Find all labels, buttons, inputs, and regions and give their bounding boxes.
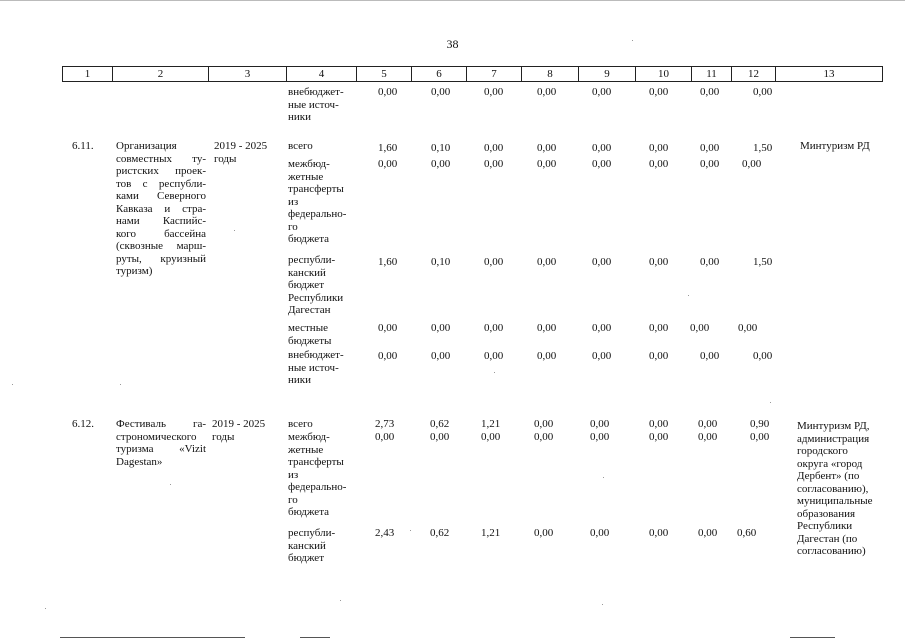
scan-speck <box>632 40 633 41</box>
value-cell: 0,00 <box>649 350 669 362</box>
value-cell: 0,00 <box>378 350 398 362</box>
value-cell: 0,00 <box>649 431 669 443</box>
value-cell: 0,00 <box>750 431 770 443</box>
value-cell: 0,00 <box>753 350 773 362</box>
scan-speck <box>602 604 603 605</box>
value-cell: 0,00 <box>742 158 762 170</box>
scan-edge-top <box>0 0 905 1</box>
value-cell: 1,60 <box>378 256 398 268</box>
value-cell: 0,00 <box>484 256 504 268</box>
header-col-4: 4 <box>287 67 357 82</box>
header-col-6: 6 <box>412 67 467 82</box>
value-cell: 0,00 <box>378 86 398 98</box>
header-col-5: 5 <box>357 67 412 82</box>
value-cell: 0,00 <box>590 418 610 430</box>
source-label: местные бюджеты <box>288 322 332 347</box>
value-cell: 0,10 <box>431 142 451 154</box>
header-row <box>62 66 883 82</box>
carryover-source-label: внебюджет- ные источ- ники <box>288 86 344 123</box>
row-612-period: 2019 - 2025 годы <box>212 418 266 443</box>
scan-speck <box>340 600 341 601</box>
value-cell: 0,00 <box>753 86 773 98</box>
value-cell: 0,00 <box>484 322 504 334</box>
page-number: 38 <box>446 37 459 51</box>
header-col-9: 9 <box>579 67 636 82</box>
header-col-7: 7 <box>467 67 522 82</box>
value-cell: 0,00 <box>481 431 501 443</box>
row-612-number: 6.12. <box>72 418 94 430</box>
value-cell: 0,00 <box>738 322 758 334</box>
value-cell: 0,00 <box>537 142 557 154</box>
scan-speck <box>12 384 13 385</box>
scan-speck <box>234 230 235 231</box>
value-cell: 0,00 <box>592 158 612 170</box>
row-612-responsible: Минтуризм РД, администрация городского округа «город Дербент» (по согласованию), муниципальные образования Республики Дагестан (по согласованию) <box>797 420 873 557</box>
scan-edge-bottom-left <box>60 637 245 638</box>
value-cell: 0,00 <box>649 322 669 334</box>
value-cell: 0,00 <box>431 158 451 170</box>
value-cell: 0,00 <box>690 322 710 334</box>
source-label: межбюд- жетные трансферты из федерально- го бюджета <box>288 431 347 518</box>
scan-speck <box>603 477 604 478</box>
header-col-3: 3 <box>209 67 287 82</box>
header-col-12: 12 <box>732 67 776 82</box>
value-cell: 0,00 <box>484 158 504 170</box>
scan-speck <box>120 384 121 385</box>
value-cell: 0,00 <box>649 142 669 154</box>
value-cell: 0,00 <box>649 86 669 98</box>
value-cell: 2,43 <box>375 527 395 539</box>
source-label: республи- канский бюджет Республики Дагестан <box>288 254 344 316</box>
header-col-1: 1 <box>63 67 113 82</box>
value-cell: 2,73 <box>375 418 395 430</box>
value-cell: 0,00 <box>700 256 720 268</box>
value-cell: 0,00 <box>649 158 669 170</box>
value-cell: 0,00 <box>592 256 612 268</box>
value-cell: 0,00 <box>592 350 612 362</box>
value-cell: 0,00 <box>592 142 612 154</box>
header-col-10: 10 <box>636 67 692 82</box>
value-cell: 0,62 <box>430 418 450 430</box>
value-cell: 0,62 <box>430 527 450 539</box>
header-col-13: 13 <box>776 67 883 82</box>
value-cell: 0,00 <box>590 431 610 443</box>
row-611-number: 6.11. <box>72 140 94 152</box>
value-cell: 0,00 <box>378 322 398 334</box>
value-cell: 0,00 <box>431 322 451 334</box>
source-label: межбюд- жетные трансферты из федерально- го бюджета <box>288 158 347 245</box>
scan-speck <box>688 295 689 296</box>
row-612-name: Фестиваль га- строномического туризма «Vizit Dagestan» <box>116 418 206 468</box>
value-cell: 0,00 <box>592 322 612 334</box>
value-cell: 0,00 <box>534 418 554 430</box>
value-cell: 0,00 <box>431 86 451 98</box>
row-611-name: Организация совместных ту- ристских проек- тов с республи- ками Северного Кавказа и стра- нами Каспийс- кого бассейна (сквозные марш- руты, круизный туризм) <box>116 140 206 277</box>
value-cell: 0,00 <box>484 86 504 98</box>
value-cell: 0,00 <box>698 527 718 539</box>
source-label: всего <box>288 140 313 152</box>
header-col-2: 2 <box>113 67 209 82</box>
value-cell: 1,21 <box>481 418 501 430</box>
value-cell: 1,60 <box>378 142 398 154</box>
scan-edge-bottom-mid <box>300 637 330 638</box>
value-cell: 0,00 <box>700 142 720 154</box>
value-cell: 0,00 <box>537 86 557 98</box>
value-cell: 0,00 <box>649 418 669 430</box>
row-611-responsible: Минтуризм РД <box>800 140 870 152</box>
value-cell: 0,00 <box>537 256 557 268</box>
value-cell: 0,00 <box>537 158 557 170</box>
value-cell: 0,00 <box>700 158 720 170</box>
value-cell: 0,10 <box>431 256 451 268</box>
value-cell: 0,00 <box>590 527 610 539</box>
header-col-11: 11 <box>692 67 732 82</box>
value-cell: 1,50 <box>753 256 773 268</box>
value-cell: 0,00 <box>537 322 557 334</box>
source-label: республи- канский бюджет <box>288 527 336 564</box>
value-cell: 1,21 <box>481 527 501 539</box>
value-cell: 0,00 <box>430 431 450 443</box>
value-cell: 0,00 <box>375 431 395 443</box>
header-col-8: 8 <box>522 67 579 82</box>
value-cell: 0,00 <box>698 431 718 443</box>
value-cell: 0,00 <box>698 418 718 430</box>
scan-speck <box>494 372 495 373</box>
value-cell: 0,00 <box>378 158 398 170</box>
scan-speck <box>770 402 771 403</box>
scan-speck <box>170 484 171 485</box>
value-cell: 0,90 <box>750 418 770 430</box>
value-cell: 0,00 <box>649 527 669 539</box>
source-label: всего <box>288 418 313 430</box>
value-cell: 0,00 <box>484 350 504 362</box>
value-cell: 0,00 <box>537 350 557 362</box>
value-cell: 0,60 <box>737 527 757 539</box>
value-cell: 0,00 <box>431 350 451 362</box>
source-label: внебюджет- ные источ- ники <box>288 349 344 386</box>
value-cell: 0,00 <box>534 527 554 539</box>
scan-speck <box>45 608 46 609</box>
value-cell: 0,00 <box>649 256 669 268</box>
value-cell: 1,50 <box>753 142 773 154</box>
row-611-period: 2019 - 2025 годы <box>214 140 268 165</box>
value-cell: 0,00 <box>700 350 720 362</box>
scan-speck <box>410 530 411 531</box>
value-cell: 0,00 <box>534 431 554 443</box>
value-cell: 0,00 <box>592 86 612 98</box>
scan-edge-bottom-right <box>790 637 835 638</box>
value-cell: 0,00 <box>484 142 504 154</box>
value-cell: 0,00 <box>700 86 720 98</box>
